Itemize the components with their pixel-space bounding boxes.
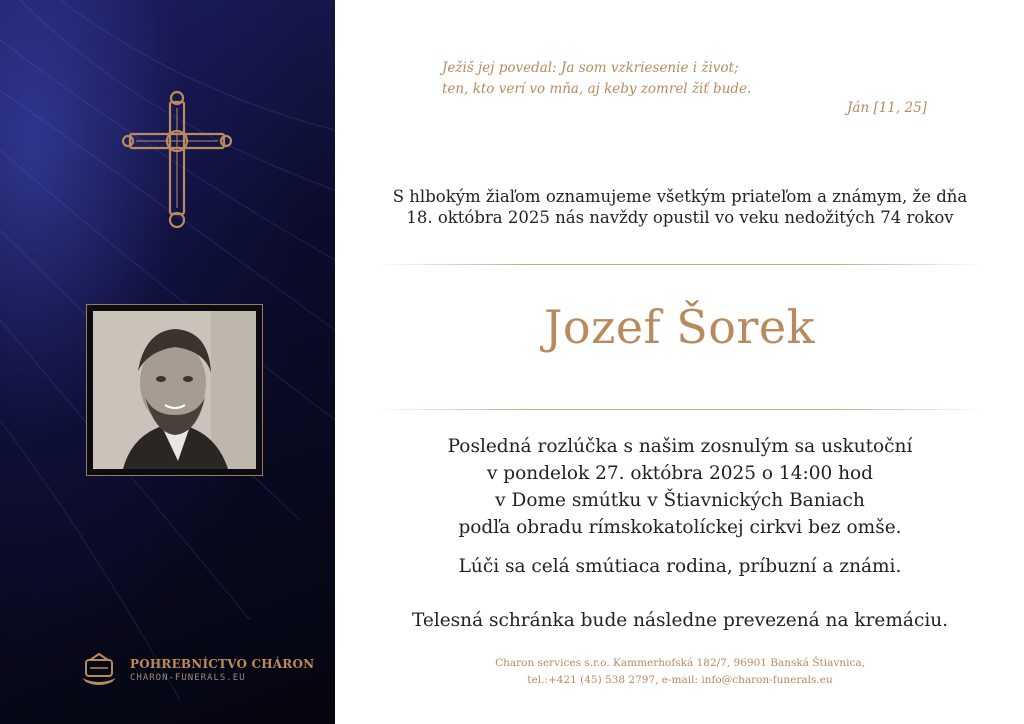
funeral-line-4: podľa obradu rímskokatolíckej cirkvi bez omše.: [458, 517, 902, 538]
cross-icon: [122, 88, 232, 230]
funeral-line-2: v pondelok 27. októbra 2025 o 14:00 hod: [486, 463, 874, 484]
notice-content: [335, 0, 1024, 724]
brand-name: POHREBNÍCTVO CHÁRON: [130, 657, 315, 671]
portrait-photo: [93, 311, 256, 469]
brand-block: [78, 652, 314, 688]
mourners-line: Lúči sa celá smútiaca rodina, príbuzní a známi.: [458, 556, 902, 577]
deceased-name: Jozef Šorek: [543, 300, 816, 354]
quote-reference: Ján [11, 25]: [847, 100, 927, 116]
bible-quote: [442, 58, 751, 100]
left-panel: [0, 0, 335, 724]
divider-top: [375, 264, 985, 265]
brand-url: CHARON-FUNERALS.EU: [130, 673, 246, 683]
footer-contact: [355, 655, 1005, 689]
cremation-line: Telesná schránka bude následne prevezená na kremáciu.: [411, 610, 949, 631]
footer-phone-email: tel.:+421 (45) 538 2797, e-mail: info@charon-funerals.eu: [527, 674, 833, 686]
announcement-line-1: S hlbokým žiaľom oznamujeme všetkým priateľom a známym, že dňa: [392, 187, 968, 206]
quote-line-2: ten, kto verí vo mňa, aj keby zomrel žiť bude.: [442, 81, 752, 97]
charon-logo-icon: [78, 652, 120, 688]
announcement-line-2: 18. októbra 2025 nás navždy opustil vo veku nedožitých 74 rokov: [406, 208, 954, 227]
funeral-line-3: v Dome smútku v Štiavnických Baniach: [495, 490, 865, 511]
announcement: [365, 186, 995, 228]
funeral-line-1: Posledná rozlúčka s našim zosnulým sa uskutoční: [447, 436, 913, 457]
divider-bottom: [375, 409, 985, 410]
quote-line-1: Ježiš jej povedal: Ja som vzkriesenie i život;: [442, 60, 739, 76]
footer-address: Charon services s.r.o. Kammerhofská 182/7, 96901 Banská Štiavnica,: [495, 657, 865, 669]
portrait-frame: [86, 304, 263, 476]
funeral-details: [355, 433, 1005, 541]
portrait-figure: [93, 311, 256, 469]
